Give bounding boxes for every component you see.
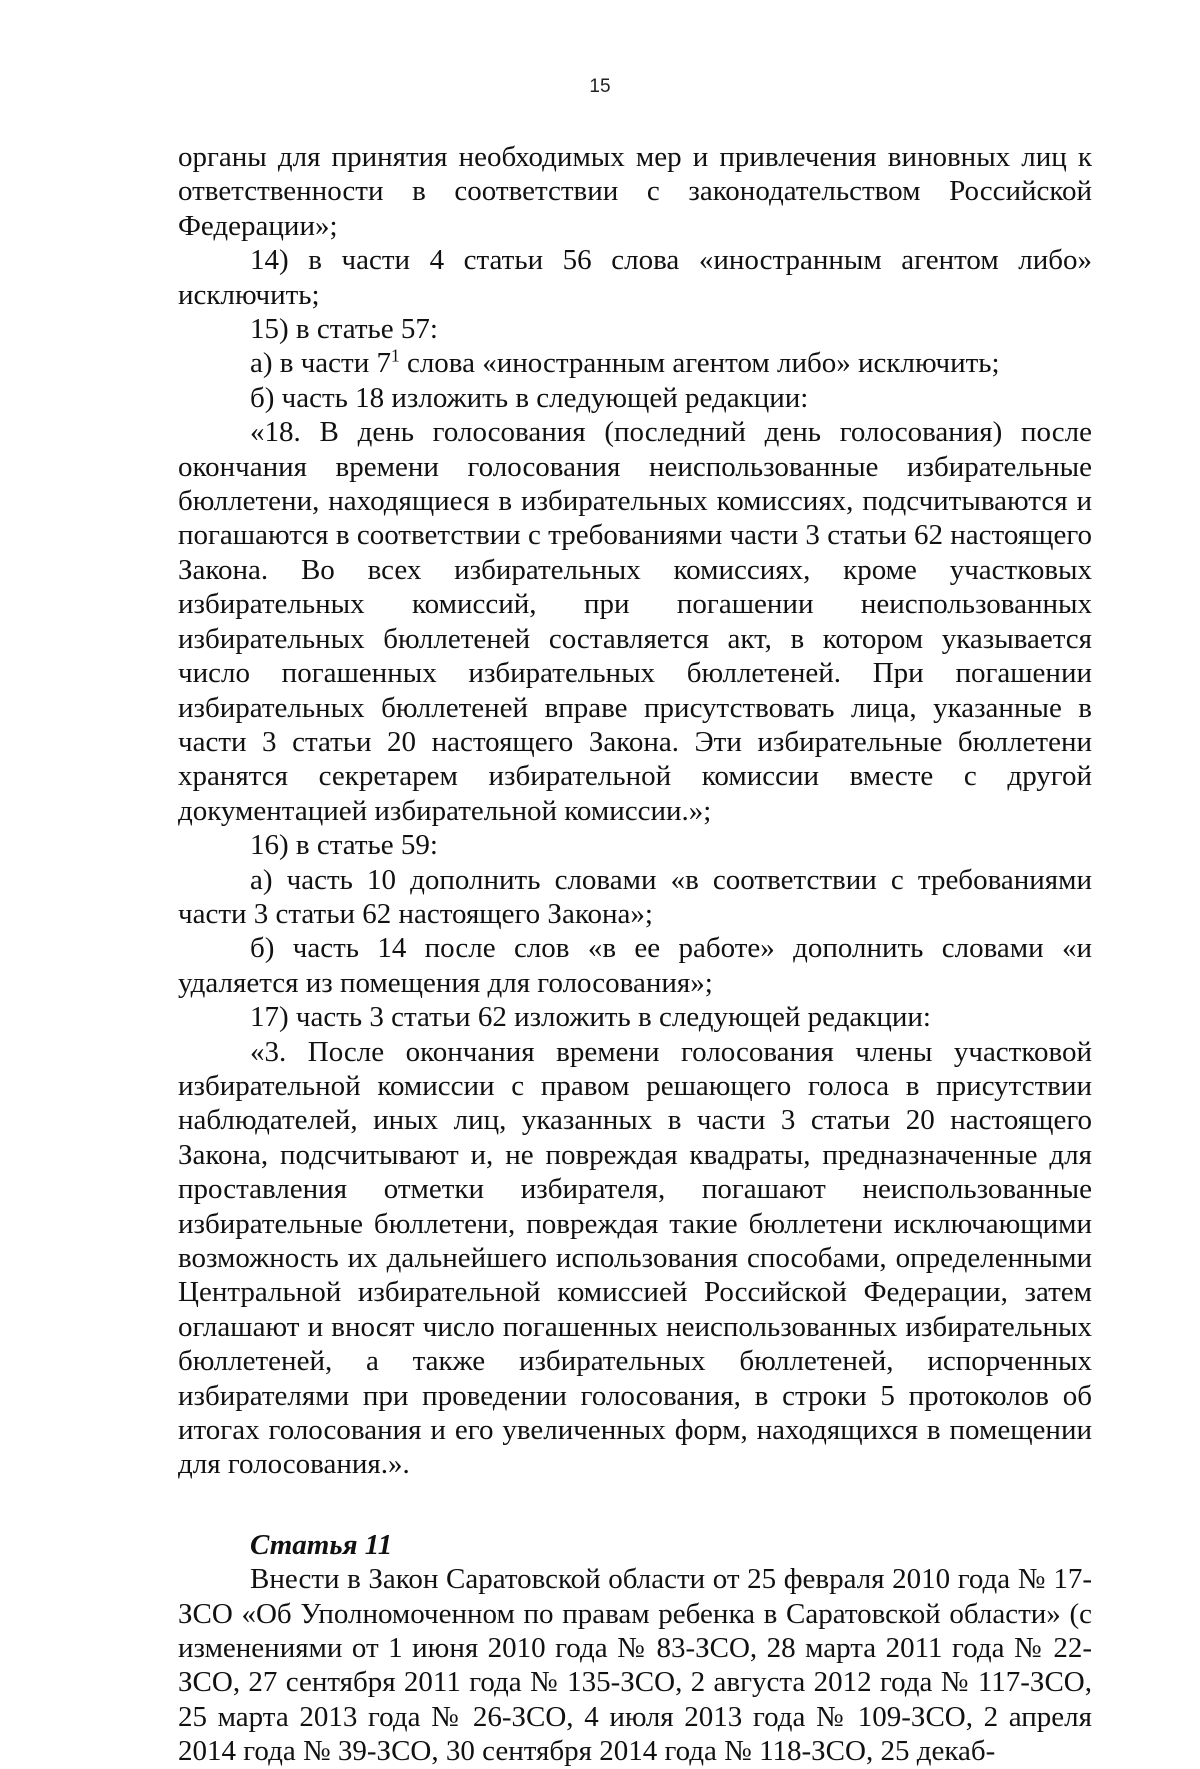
paragraph-continuation: органы для принятия необходимых мер и привлечения виновных лиц к ответственности в соответствии с законодательством Российской Федерации»; [178,141,1092,242]
paragraph-article-11: Внести в Закон Саратовской области от 25 февраля 2010 года № 17-ЗСО «Об Уполномоченном по правам ребенка в Саратовской области» (с изменениями от 1 июня 2010 года № 83-ЗСО, 28 марта 2011 года № 22-ЗСО, 27 сентября 2011 года № 135-ЗСО, 2 августа 2012 года № 117-ЗСО, 25 марта 2013 года № 26-ЗСО, 4 июля 2013 года № 109-ЗСО, 2 апреля 2014 года № 39-ЗСО, 30 сентября 2014 года № 118-ЗСО, 25 декаб- [178,1563,1092,1768]
paragraph-quote-18: «18. В день голосования (последний день голосования) после окончания времени голосования неиспользованные избирательные бюллетени, находящиеся в избирательных комиссиях, подсчитываются и погашаются в соответствии с требованиями части 3 статьи 62 настоящего Закона. Во всех избирательных комиссиях, кроме участковых избирательных комиссий, при погашении неиспользованных избирательных бюллетеней составляется акт, в котором указывается число погашенных избирательных бюллетеней. При погашении избирательных бюллетеней вправе присутствовать лица, указанные в части 3 статьи 20 настоящего Закона. Эти избирательные бюллетени хранятся секретарем избирательной комиссии вместе с другой документацией избирательной комиссии.»; [178,416,1092,827]
item-15a-superscript: 1 [391,345,400,366]
article-11-heading: Статья 11 [250,1528,393,1561]
section-spacer [178,1482,1092,1528]
item-15a-text: а) в части 7 [250,347,391,380]
paragraph-item-14: 14) в части 4 статьи 56 слова «иностранным агентом либо» исключить; [178,244,1092,311]
item-15a-text-rest: слова «иностранным агентом либо» исключить; [406,347,1000,380]
page-number: 15 [589,76,611,97]
paragraph-item-17: 17) часть 3 статьи 62 изложить в следующей редакции: [250,1001,931,1034]
paragraph-item-15a [178,346,1092,380]
document-body [178,140,1092,1769]
paragraph-item-15: 15) в статье 57: [250,313,438,346]
paragraph-item-16a: а) часть 10 дополнить словами «в соответствии с требованиями части 3 статьи 62 настоящего Закона»; [178,863,1092,930]
paragraph-quote-3: «3. После окончания времени голосования члены участковой избирательной комиссии с правом решающего голоса в присутствии наблюдателей, иных лиц, указанных в части 3 статьи 20 настоящего Закона, подсчитывают и, не повреждая квадраты, предназначенные для проставления отметки избирателя, погашают неиспользованные избирательные бюллетени, повреждая такие бюллетени исключающими возможность их дальнейшего использования способами, определенными Центральной избирательной комиссией Российской Федерации, затем оглашают и вносят число погашенных неиспользованных избирательных бюллетеней, а также избирательных бюллетеней, испорченных избирателями при проведении голосования, в строки 5 протоколов об итогах голосования и его увеличенных форм, находящихся в помещении для голосования.». [178,1035,1092,1481]
paragraph-item-16b: б) часть 14 после слов «в ее работе» дополнить словами «и удаляется из помещения для голосования»; [178,932,1092,999]
paragraph-item-15b: б) часть 18 изложить в следующей редакции: [250,381,809,414]
paragraph-item-16: 16) в статье 59: [250,829,438,862]
